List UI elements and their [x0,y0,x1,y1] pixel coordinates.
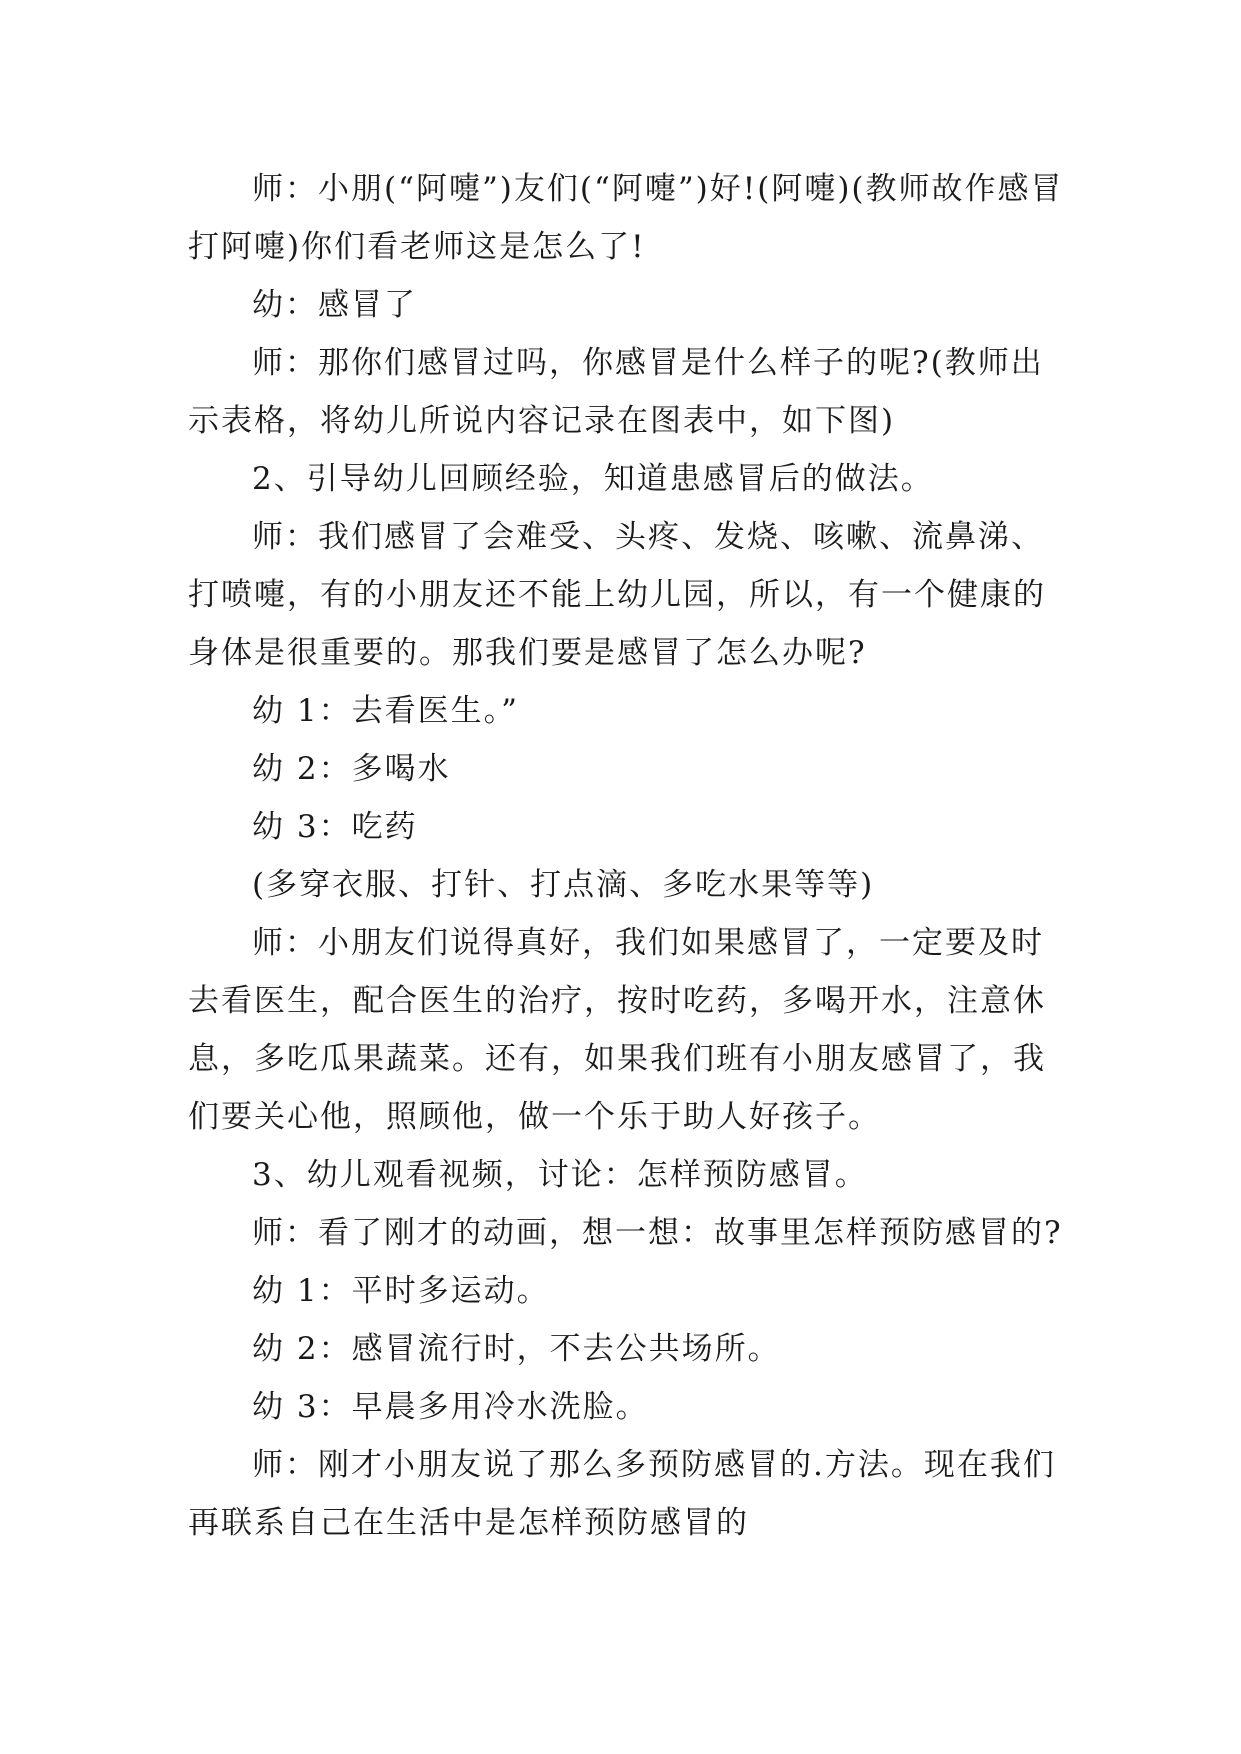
paragraph: 幼 2：感冒流行时，不去公共场所。 [252,1331,781,1367]
paragraph: 幼 3：早晨多用冷水洗脸。 [252,1389,649,1425]
paragraph: 师：小朋友们说得真好，我们如果感冒了，一定要及时去看医生，配合医生的治疗，按时吃药，多喝开水，注意休息，多吃瓜果蔬菜。还有，如果我们班有小朋友感冒了，我们要关心他，照顾他，做一个乐于助人好孩子。 [188,925,1046,1135]
paragraph: (多穿衣服、打针、打点滴、多吃水果等等) [252,867,875,903]
paragraph: 幼 2：多喝水 [252,751,451,787]
paragraph: 幼：感冒了 [252,287,417,323]
paragraph: 师：看了刚才的动画，想一想：故事里怎样预防感冒的? [252,1215,1063,1251]
paragraph: 幼 3：吃药 [252,809,418,845]
paragraph: 师：小朋(“阿嚏”)友们(“阿嚏”)好!(阿嚏)(教师故作感冒打阿嚏)你们看老师这是怎么了! [188,171,1064,265]
paragraph: 幼 1：平时多运动。 [252,1273,550,1309]
paragraph: 师：那你们感冒过吗，你感冒是什么样子的呢?(教师出示表格，将幼儿所说内容记录在图表中，如下图) [188,345,1044,439]
paragraph: 3、幼儿观看视频，讨论：怎样预防感冒。 [252,1157,868,1193]
paragraph: 幼 1：去看医生。” [252,693,519,729]
document-body [188,160,1068,1552]
paragraph: 2、引导幼儿回顾经验，知道患感冒后的做法。 [252,461,934,497]
paragraph: 师：刚才小朋友说了那么多预防感冒的.方法。现在我们再联系自己在生活中是怎样预防感冒的 [188,1447,1056,1541]
paragraph: 师：我们感冒了会难受、头疼、发烧、咳嗽、流鼻涕、打喷嚏，有的小朋友还不能上幼儿园，所以，有一个健康的身体是很重要的。那我们要是感冒了怎么办呢? [188,519,1046,671]
